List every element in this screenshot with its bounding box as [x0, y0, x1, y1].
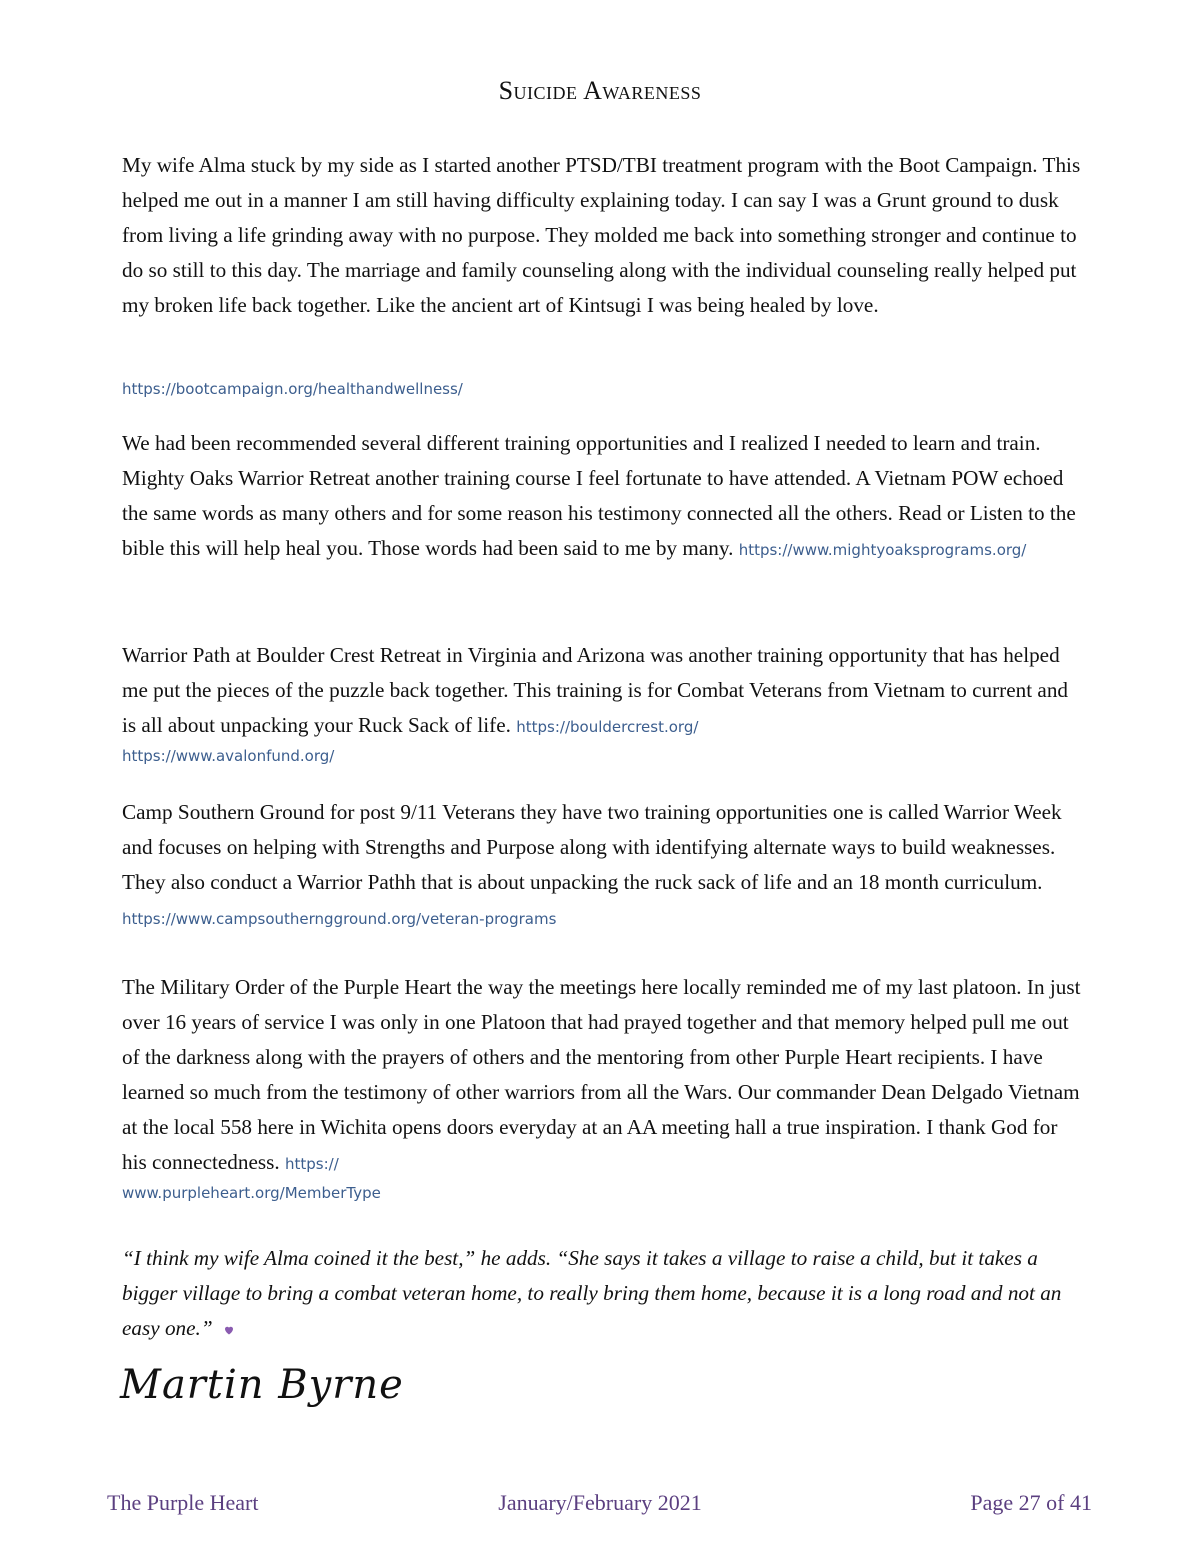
page-footer — [0, 1490, 1200, 1524]
paragraph-5-text: The Military Order of the Purple Heart the way the meetings here locally reminded me of my last platoon. In just over 16 years of service I was only in one Platoon that had prayed together and that memory helped pull me out of the darkness along with the prayers of others and the mentoring from other Purple Heart recipients. I have learned so much from the testimony of other warriors from all the Wars. Our commander Dean Delgado Vietnam at the local 558 here in Wichita opens doors everyday at an AA meeting hall a true inspiration. I thank God for his connectedness. — [122, 975, 1081, 1174]
closing-quote — [122, 1241, 1082, 1346]
campsoutherngground-link[interactable]: https://www.campsoutherngground.org/veteran-programs — [122, 910, 557, 928]
paragraph-5 — [122, 970, 1082, 1180]
mightyoaks-link[interactable]: https://www.mightyoaksprograms.org/ — [738, 541, 1027, 559]
closing-quote-text: “I think my wife Alma coined it the best,” he adds. “She says it takes a village to raise a child, but it takes a bigger village to bring a combat veteran home, to really bring them home, because it is a long road and not an easy one.” — [122, 1246, 1062, 1340]
paragraph-1 — [122, 148, 1082, 323]
paragraph-3-text: Warrior Path at Boulder Crest Retreat in Virginia and Arizona was another training opportunity that has helped me put the pieces of the puzzle back together. This training is for Combat Veterans from Vietnam to current and is all about unpacking your Ruck Sack of life. — [122, 643, 1069, 737]
paragraph-3 — [122, 638, 1082, 743]
paragraph-2-text: We had been recommended several different training opportunities and I realized I needed to learn and train. Mighty Oaks Warrior Retreat another training course I feel fortunate to have attended. A Vietnam POW echoed the same words as many others and for some reason his testimony connected all the others. Read or Listen to the bible this will help heal you. Those words had been said to me by many. — [122, 431, 1076, 560]
purpleheart-link-part-1[interactable]: https:// — [284, 1155, 339, 1173]
page-title: Suicide Awareness — [498, 76, 702, 105]
bouldercrest-link[interactable]: https://bouldercrest.org/ — [516, 718, 699, 736]
author-signature: Martin Byrne — [120, 1362, 404, 1408]
paragraph-2 — [122, 426, 1082, 566]
paragraph-4-text: Camp Southern Ground for post 9/11 Veterans they have two training opportunities one is called Warrior Week and focuses on helping with Strengths and Purpose along with identifying alternate ways to build weaknesses. They also conduct a Warrior Pathh that is about unpacking the ruck sack of life and an 18 month curriculum. — [122, 800, 1062, 894]
avalonfund-link[interactable]: https://www.avalonfund.org/ — [122, 747, 335, 765]
purpleheart-link-part-2[interactable]: www.purpleheart.org/MemberType — [122, 1184, 381, 1202]
footer-page-number: Page 27 of 41 — [970, 1490, 1092, 1515]
footer-issue-date: January/February 2021 — [498, 1490, 702, 1515]
paragraph-4 — [122, 795, 1082, 935]
paragraph-1-text: My wife Alma stuck by my side as I started another PTSD/TBI treatment program with the Boot Campaign. This helped me out in a manner I am still having difficulty explaining today. I can say I was a Grunt ground to dusk from living a life grinding away with no purpose. They molded me back into something stronger and continue to do so still to this day. The marriage and family counseling along with the individual counseling really helped put my broken life back together. Like the ancient art of Kintsugi I was being healed by love. — [122, 153, 1081, 317]
link-line-1 — [122, 374, 1082, 404]
bootcampaign-link[interactable]: https://bootcampaign.org/healthandwellness/ — [122, 380, 463, 398]
purple-heart-icon — [223, 1324, 235, 1336]
link-line-3 — [122, 741, 1082, 771]
footer-publication: The Purple Heart — [107, 1490, 259, 1515]
link-line-5 — [122, 1178, 1082, 1208]
